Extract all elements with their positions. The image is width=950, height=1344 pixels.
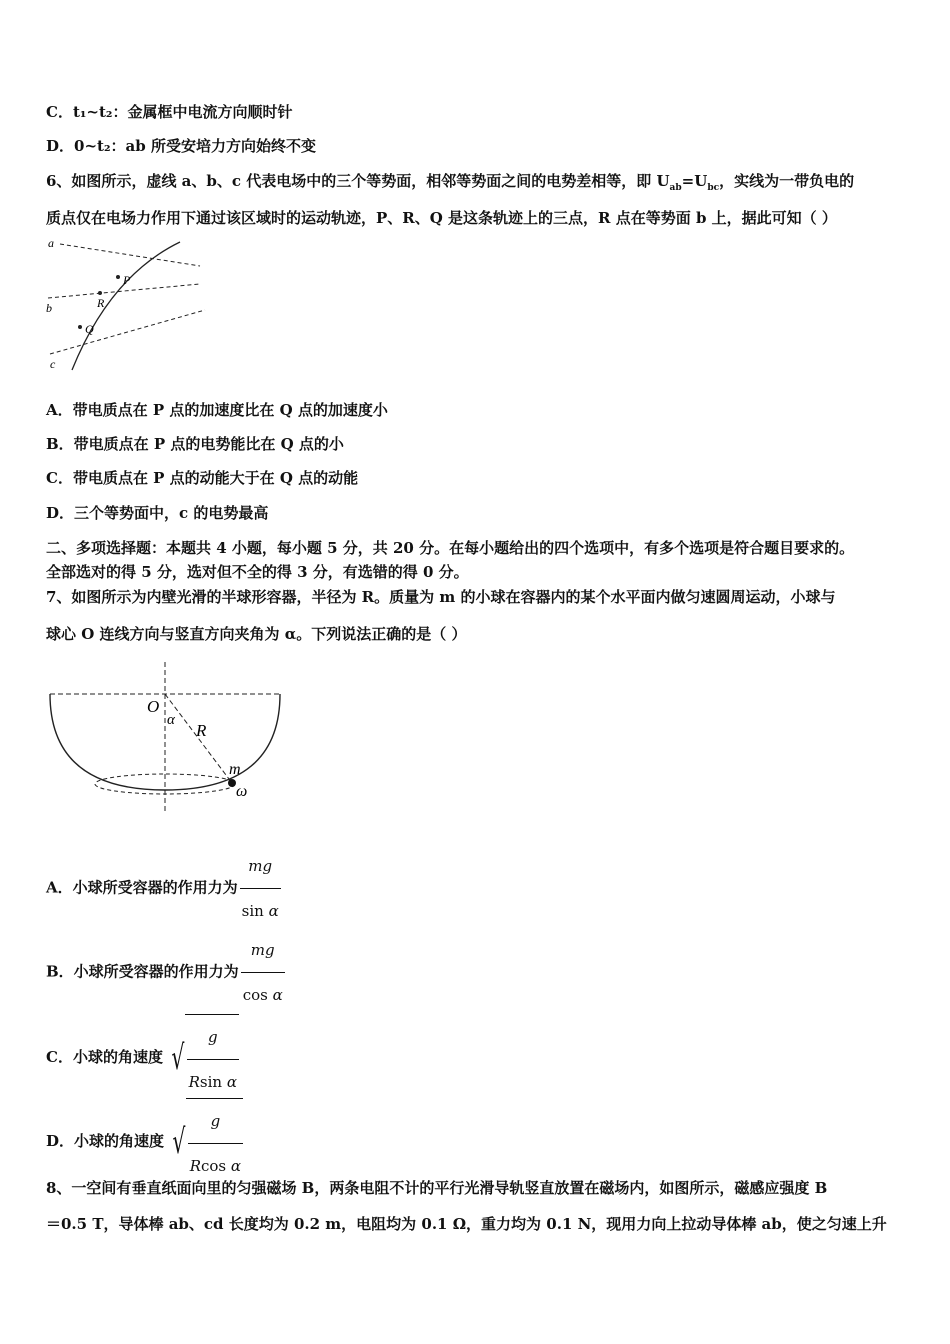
trajectory [72,242,180,370]
label-a: a [48,236,54,250]
section2-line2: 全部选对的得 5 分，选对但不全的得 3 分，有选错的得 0 分。 [46,563,469,581]
q7-option-a: A．小球所受容器的作用力为 $\frac{mg}{\text{sin α}}$ [46,846,281,931]
ball [228,779,236,787]
section2-line1: 二、多项选择题：本题共 4 小题，每小题 5 分，共 20 分。在每小题给出的四个选项中，有多个选项是符合题目要求的。 [46,539,855,557]
q6-option-b: B．带电质点在 P 点的电势能比在 Q 点的小 [46,435,344,453]
q7-option-d: D．小球的角速度 √ $\frac{g}{\text{Rcos α}}$ [46,1098,243,1186]
q7-option-b: B．小球所受容器的作用力为 $\frac{mg}{\text{cos α}}$ [46,930,285,1015]
label-b: b [46,301,52,315]
q6-option-a: A．带电质点在 P 点的加速度比在 Q 点的加速度小 [46,401,388,419]
q7-option-c: C．小球的角速度 √ $\frac{g}{\text{Rsin α}}$ [46,1014,239,1102]
point-R [98,291,102,295]
label-P: P [123,273,131,287]
q8-stem-line2: ＝0.5 T，导体棒 ab、cd 长度均为 0.2 m，电阻均为 0.1 Ω，重力均为 0.1 N，现用力向上拉动导体棒 ab，使之匀速上升 [46,1215,887,1233]
q6-sub-bc: bc [707,183,720,193]
label-O: O [147,697,160,716]
q7-stem-line1: 7、如图所示为内壁光滑的半球形容器，半径为 R。质量为 m 的小球在容器内的某个水平面内做匀速圆周运动，小球与 [46,588,836,606]
label-omega: ω [236,783,248,800]
label-m: m [229,761,241,778]
equipotential-c [50,310,205,354]
q6-option-c: C．带电质点在 P 点的动能大于在 Q 点的动能 [46,469,359,487]
sqrt-d: √ $\frac{g}{\text{Rcos α}}$ [168,1098,243,1186]
sqrt-c: √ $\frac{g}{\text{Rsin α}}$ [167,1014,239,1102]
q5-option-c: C．t₁~t₂：金属框中电流方向顺时针 [46,103,293,121]
label-R: R [97,296,105,310]
label-c: c [50,357,56,371]
fraction-a: $\frac{mg}{\text{sin α}}$ [240,846,281,931]
q6-stem-line1: 6、如图所示，虚线 a、b、c 代表电场中的三个等势面，相邻等势面之间的电势差相等，即 $U_{ab}=U_{bc}$，实线为一带负电的 [46,172,855,193]
q8-stem-line1: 8、一空间有垂直纸面向里的匀强磁场 B，两条电阻不计的平行光滑导轨竖直放置在磁场内，如图所示，磁感应强度 B [46,1179,828,1197]
q6-figure [40,236,210,374]
q7-figure [40,660,290,820]
equipotential-a [60,244,200,266]
q6-option-d: D．三个等势面中，c 的电势最高 [46,504,269,522]
q7-stem-line2: 球心 O 连线方向与竖直方向夹角为 α。下列说法正确的是（ ） [46,625,467,643]
q5-option-d: D．0~t₂：ab 所受安培力方向始终不变 [46,137,316,155]
point-Q [78,325,82,329]
label-R: R [196,721,207,740]
label-Q: Q [85,322,94,336]
fraction-b: $\frac{mg}{\text{cos α}}$ [241,930,285,1015]
point-P [116,275,120,279]
q6-stem-line2: 质点仅在电场力作用下通过该区域时的运动轨迹，P、R、Q 是这条轨迹上的三点，R 点在等势面 b 上，据此可知（ ） [46,209,837,227]
label-alpha: α [167,712,175,728]
q6-sub-ab: ab [669,183,682,193]
